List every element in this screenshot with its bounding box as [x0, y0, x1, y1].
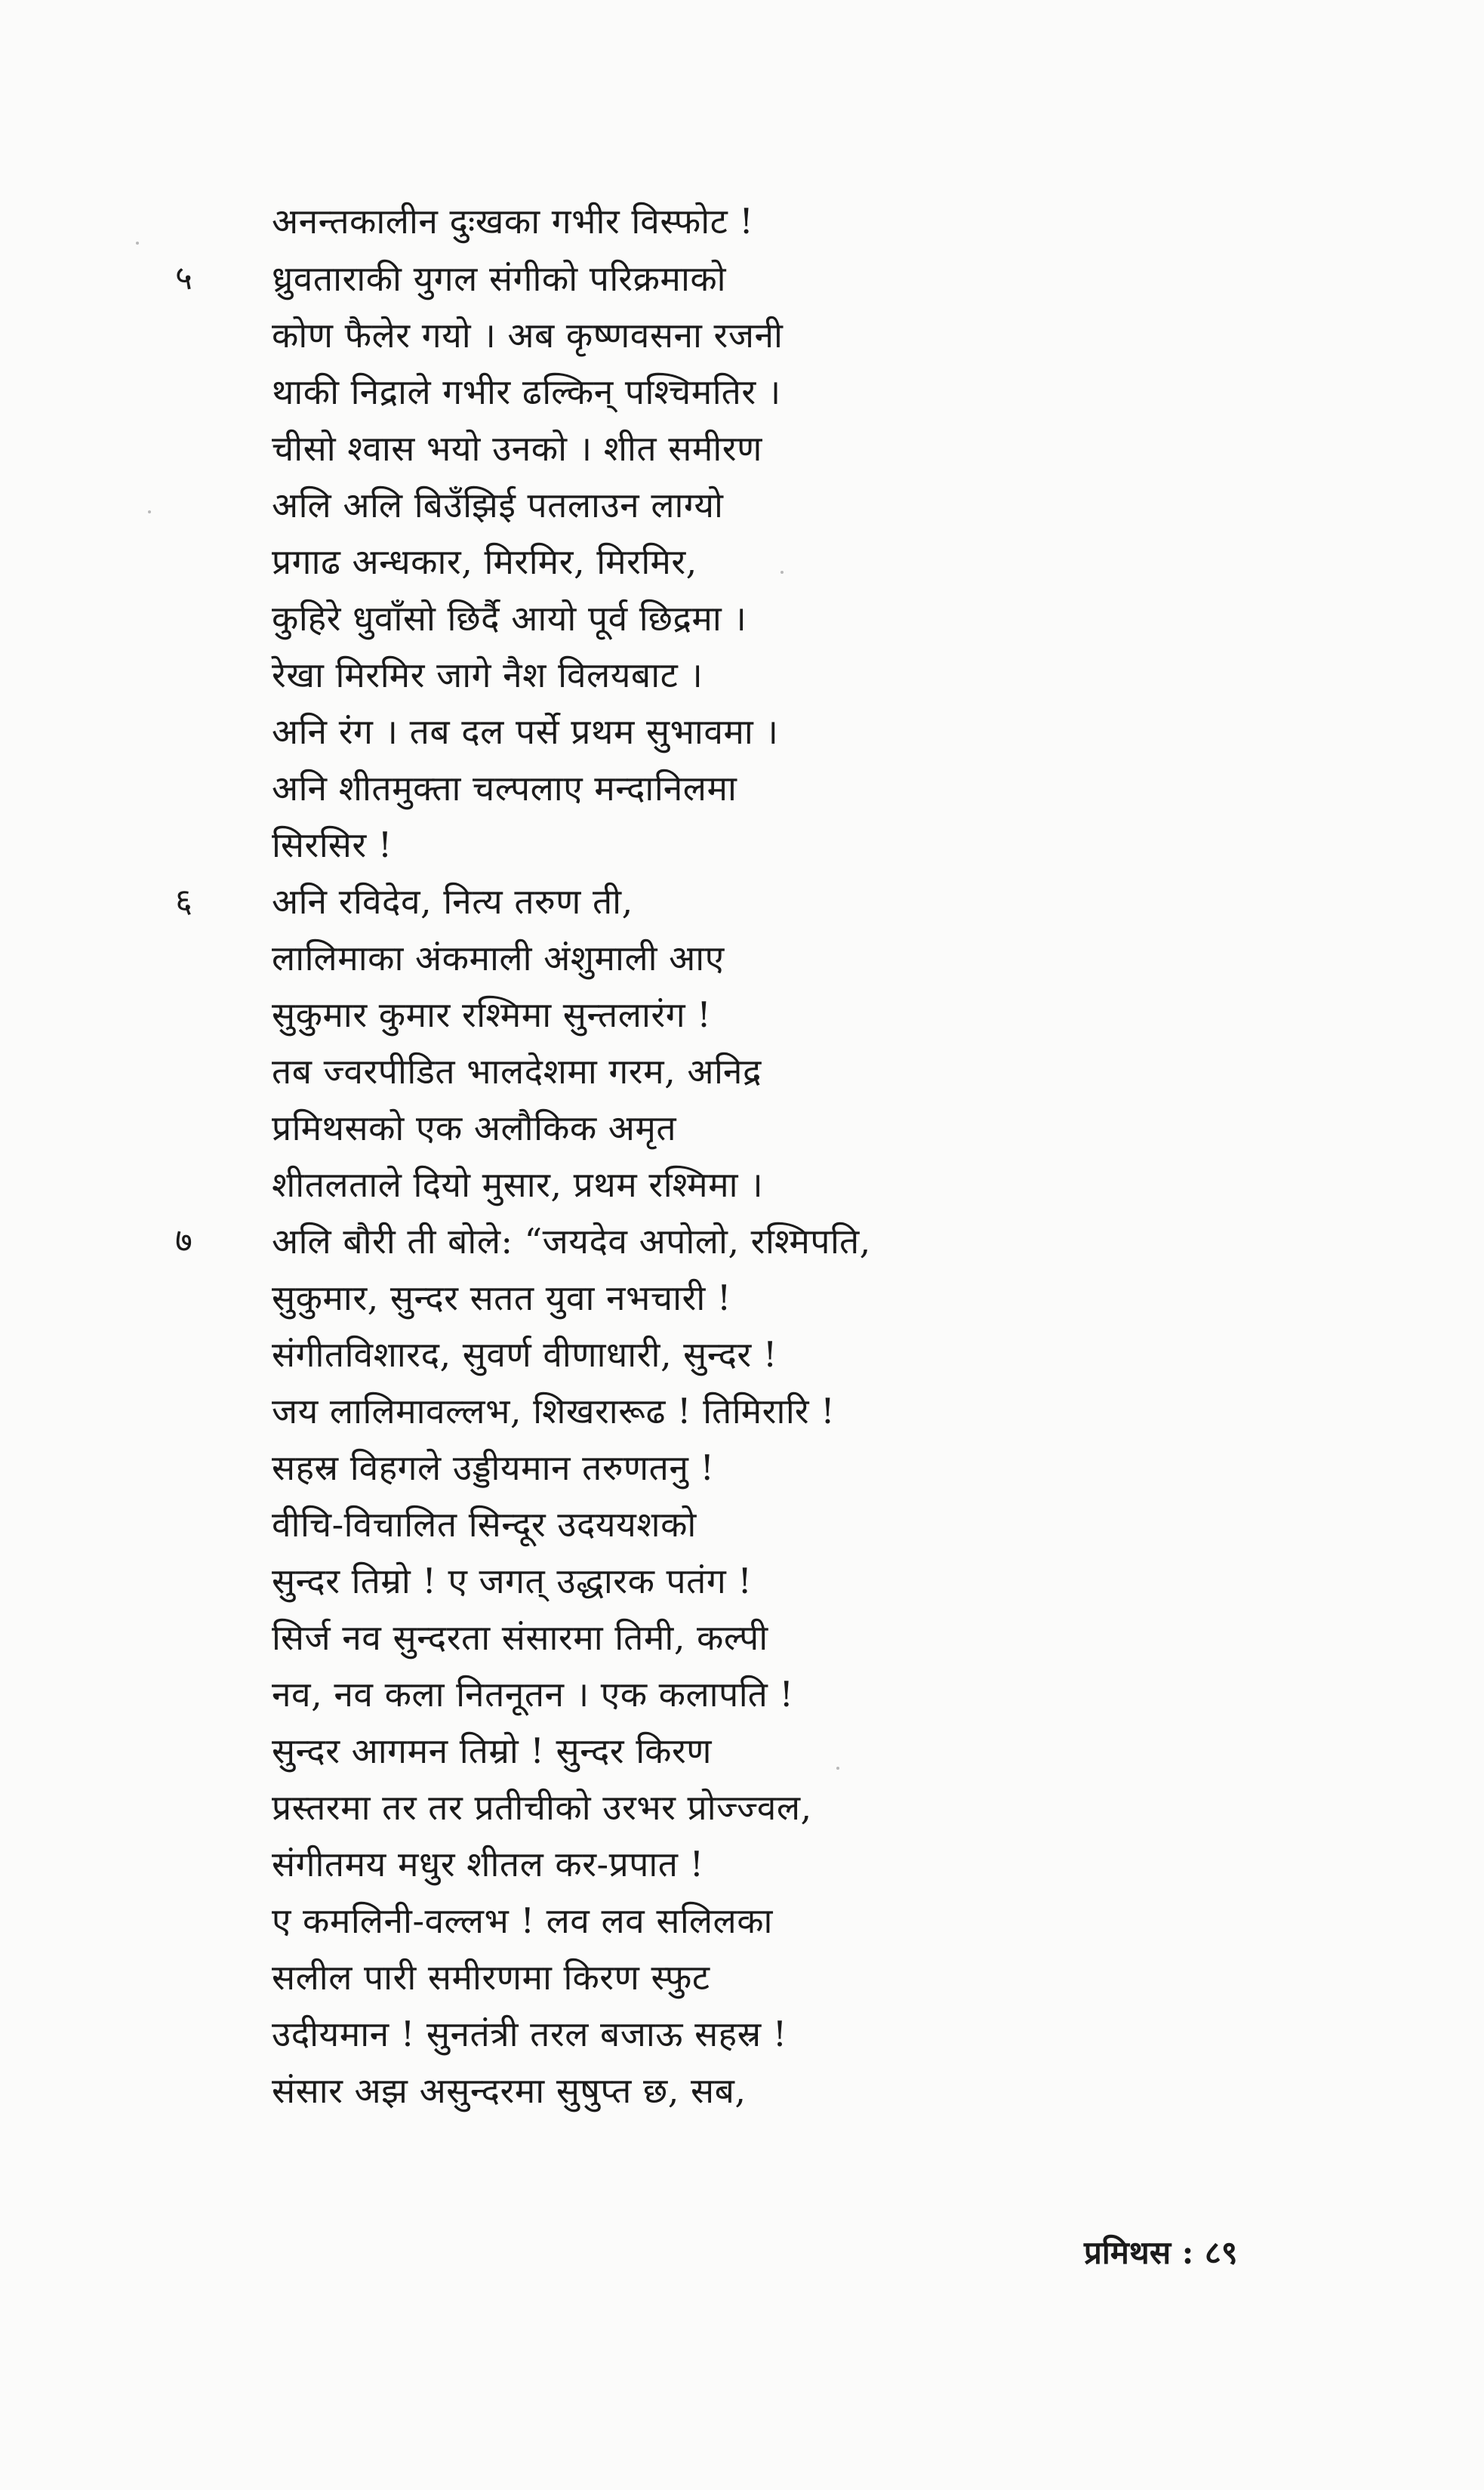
poem-line: सुकुमार, सुन्दर सतत युवा नभचारी !: [272, 1277, 731, 1318]
poem-line: कुहिरे धुवाँसो छिर्दै आयो पूर्व छिद्रमा ।: [272, 598, 747, 639]
poem-line: ध्रुवताराकी युगल संगीको परिक्रमाको: [272, 258, 727, 299]
poem-line: सुन्दर आगमन तिम्रो ! सुन्दर किरण: [272, 1730, 713, 1771]
verse-number: ७: [175, 1222, 192, 1260]
poem-line: संगीतमय मधुर शीतल कर-प्रपात !: [272, 1844, 704, 1884]
poem-line: प्रगाढ अन्धकार, मिरमिर, मिरमिर,: [272, 541, 697, 582]
poem-line: सुन्दर तिम्रो ! ए जगत् उद्धारक पतंग !: [272, 1561, 753, 1601]
poem-line: जय लालिमावल्लभ, शिखरारूढ ! तिमिरारि !: [272, 1391, 836, 1431]
paper-speck: [836, 1767, 839, 1770]
verse-number: ५: [175, 259, 192, 297]
poem-line: अनन्तकालीन दुःखका गभीर विस्फोट !: [272, 201, 754, 242]
page-footer: प्रमिथस : ८९: [1084, 2234, 1238, 2271]
poem-line: वीचि-विचालित सिन्दूर उदययशको: [272, 1504, 697, 1545]
poem-line: लालिमाका अंकमाली अंशुमाली आए: [272, 938, 725, 978]
poem-line: सिरसिर !: [272, 824, 393, 865]
poem-line: ए कमलिनी-वल्लभ ! लव लव सलिलका: [272, 1900, 773, 1941]
poem-line: शीतलताले दियो मुसार, प्रथम रश्मिमा ।: [272, 1164, 764, 1205]
poem-line: प्रस्तरमा तर तर प्रतीचीको उरभर प्रोज्ज्वल,: [272, 1787, 812, 1828]
poem-line: तब ज्वरपीडित भालदेशमा गरम, अनिद्र: [272, 1051, 762, 1092]
poem-line: सलील पारी समीरणमा किरण स्फुट: [272, 1957, 710, 1998]
poem-line: अनि शीतमुक्ता चल्पलाए मन्दानिलमा: [272, 768, 737, 809]
poem-line: रेखा मिरमिर जागे नैश विलयबाट ।: [272, 655, 704, 695]
poem-line: नव, नव कला नितनूतन । एक कलापति !: [272, 1674, 794, 1715]
paper-speck: [148, 510, 151, 513]
poem-line: अनि रविदेव, नित्य तरुण ती,: [272, 881, 633, 922]
verse-number: ६: [175, 882, 192, 920]
poem-line: अनि रंग । तब दल पर्से प्रथम सुभावमा ।: [272, 711, 779, 752]
poem-line: प्रमिथसको एक अलौकिक अमृत: [272, 1108, 677, 1148]
poem-line: कोण फैलेर गयो । अब कृष्णवसना रजनी: [272, 315, 784, 356]
poem-line: संगीतविशारद, सुवर्ण वीणाधारी, सुन्दर !: [272, 1334, 777, 1375]
poem-line: चीसो श्वास भयो उनको । शीत समीरण: [272, 428, 762, 469]
poem-line: संसार अझ असुन्दरमा सुषुप्त छ, सब,: [272, 2070, 747, 2111]
poem-line: अलि अलि बिउँझिई पतलाउन लाग्यो: [272, 485, 724, 525]
poem-line: उदीयमान ! सुनतंत्री तरल बजाऊ सहस्र !: [272, 2014, 787, 2054]
poem-line: अलि बौरी ती बोले: “जयदेव अपोलो, रश्मिपति,: [272, 1221, 871, 1262]
poem-line: सिर्ज नव सुन्दरता संसारमा तिमी, कल्पी: [272, 1617, 768, 1658]
paper-speck: [780, 571, 784, 574]
poem-line: सहस्र विहगले उड्डीयमान तरुणतनु !: [272, 1447, 715, 1488]
poem-line: सुकुमार कुमार रश्मिमा सुन्तलारंग !: [272, 994, 712, 1035]
poem-line: थाकी निद्राले गभीर ढल्किन् पश्चिमतिर ।: [272, 371, 781, 412]
paper-speck: [136, 242, 139, 245]
